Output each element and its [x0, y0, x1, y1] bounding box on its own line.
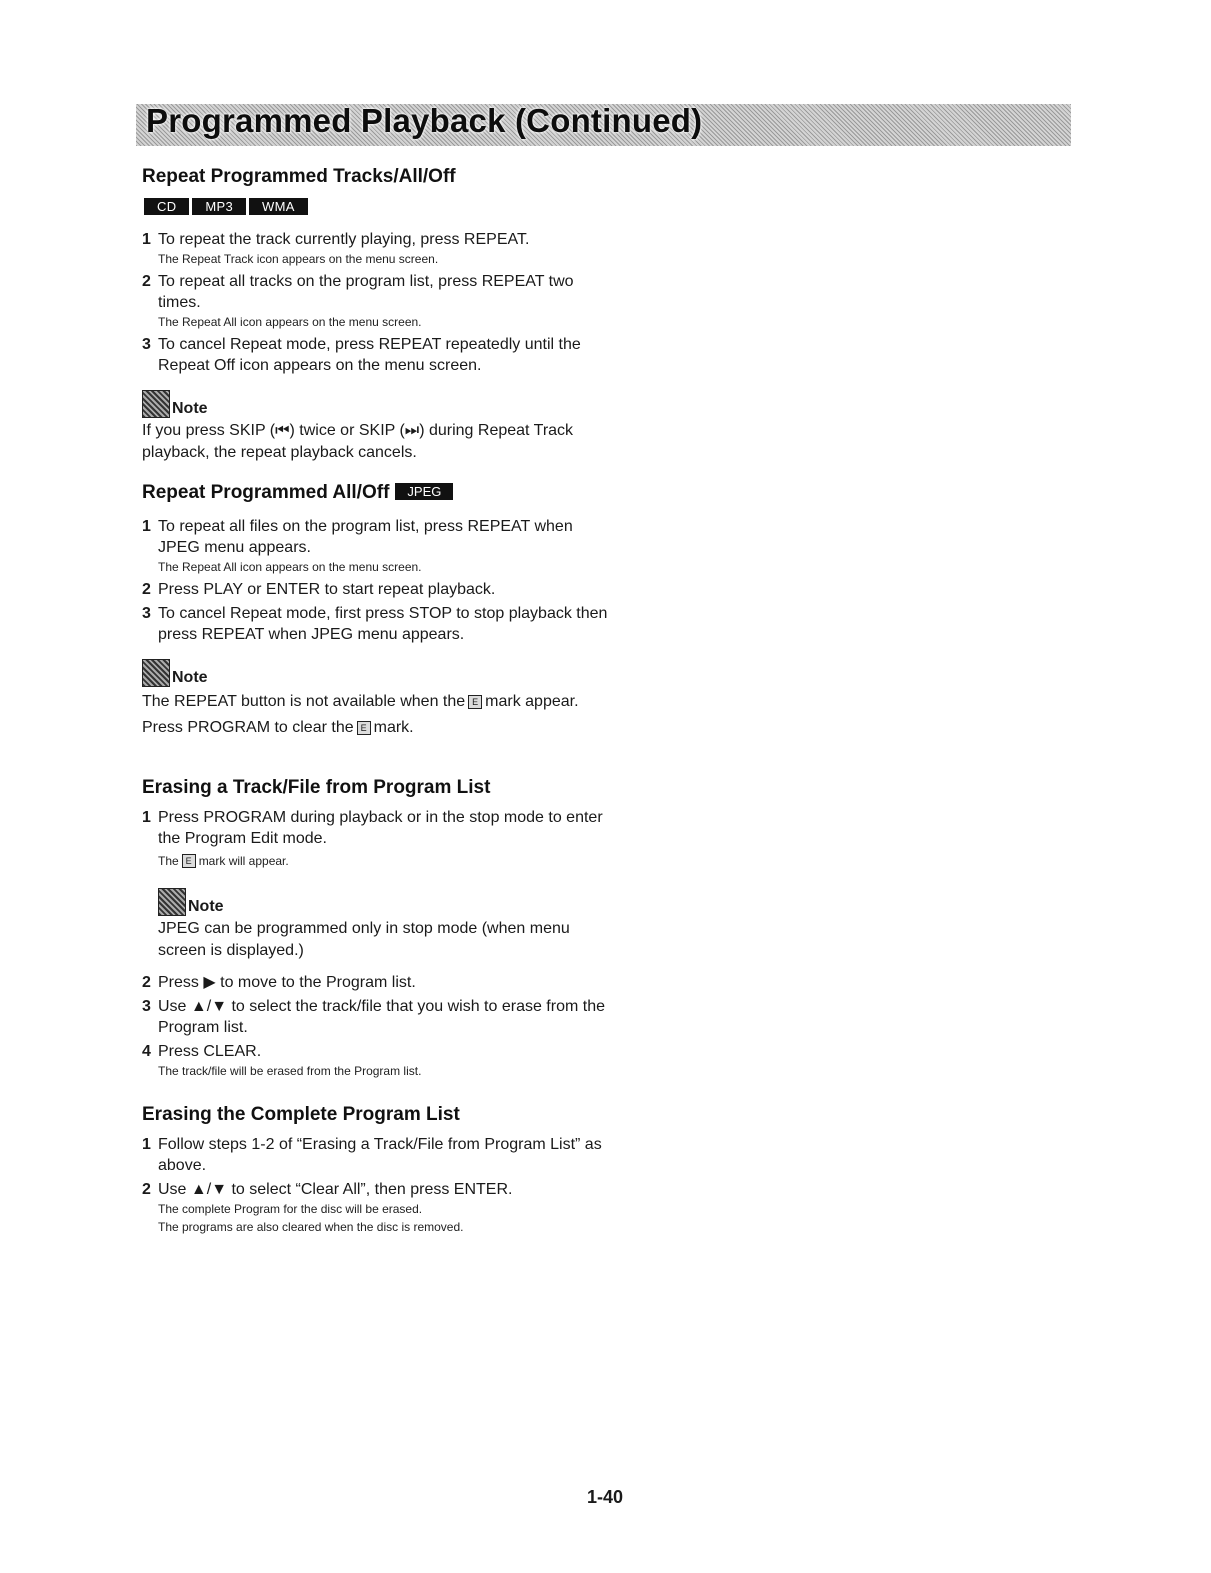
section-heading-repeat-all: Repeat Programmed All/Off JPEG: [142, 480, 612, 506]
page-title: Programmed Playback (Continued): [146, 104, 703, 139]
cd-badge: CD: [144, 198, 189, 215]
main-content: [142, 164, 612, 1239]
step-number: 1: [142, 231, 151, 248]
note-label: Note: [172, 400, 208, 417]
step-number: 1: [142, 1136, 151, 1153]
up-down-arrows-icon: ▲/▼: [190, 1181, 228, 1198]
edit-mark-icon: E: [182, 854, 196, 868]
note-text: If you press SKIP (⏮) twice or SKIP (⏭) during Repeat Track playback, the repeat playback cancels.: [142, 422, 574, 461]
steps-list: [142, 1134, 612, 1236]
edit-mark-icon: E: [357, 721, 371, 735]
step-number: 2: [142, 1181, 151, 1198]
step-text: Press CLEAR.: [158, 1043, 262, 1060]
step-text: To repeat the track currently playing, press REPEAT.: [158, 231, 530, 248]
step-text: To cancel Repeat mode, press REPEAT repeatedly until the Repeat Off icon appears on the menu screen.: [158, 336, 581, 374]
list-item: [142, 271, 612, 331]
page-number: 1-40: [587, 1487, 624, 1507]
section-banner: [136, 104, 1071, 146]
step-text: Press PLAY or ENTER to start repeat playback.: [158, 581, 496, 598]
section-heading-erase-track: Erasing a Track/File from Program List: [142, 777, 491, 798]
step-subtext: The complete Program for the disc will be erased.: [158, 1202, 423, 1216]
list-item: [142, 579, 612, 600]
list-item: 2 Press ▶ to move to the Program list.: [142, 974, 416, 991]
list-item: [142, 516, 612, 576]
up-down-arrows-icon: ▲/▼: [190, 998, 228, 1015]
note-header: [158, 888, 612, 916]
note-label: Note: [172, 669, 208, 686]
note-icon: [158, 888, 186, 916]
right-arrow-icon: ▶: [203, 974, 216, 991]
step-text: To repeat all files on the program list, press REPEAT when JPEG menu appears.: [158, 518, 573, 556]
step-number: 4: [142, 1043, 151, 1060]
edit-mark-icon: E: [468, 695, 482, 709]
steps-list: [142, 516, 612, 645]
list-item: [142, 603, 612, 645]
step-number: 2: [142, 974, 151, 991]
note-label: Note: [188, 898, 224, 915]
list-item: 3 Use ▲/▼ to select the track/file that you wish to erase from the Program list.: [142, 998, 605, 1036]
steps-list: [142, 229, 612, 376]
note-icon: [142, 659, 170, 687]
step-number: 3: [142, 336, 151, 353]
note-text: JPEG can be programmed only in stop mode (when menu screen is displayed.): [158, 920, 570, 959]
skip-back-icon: ⏮: [275, 422, 290, 439]
step-number: 3: [142, 998, 151, 1015]
note-header: [142, 659, 612, 687]
step-number: 3: [142, 605, 151, 622]
step-number: 1: [142, 518, 151, 535]
step-subtext: The Repeat Track icon appears on the menu screen.: [158, 252, 439, 266]
section-heading-repeat-tracks: Repeat Programmed Tracks/All/Off: [142, 166, 456, 187]
list-item: [142, 334, 612, 376]
step-subtext: The track/file will be erased from the Program list.: [158, 1064, 422, 1078]
note-text: The REPEAT button is not available when the E mark appear. Press PROGRAM to clear the E mark.: [142, 693, 579, 736]
step-text: Follow steps 1-2 of “Erasing a Track/File from Program List” as above.: [158, 1136, 602, 1174]
list-item: [142, 229, 612, 268]
section-heading-erase-all: Erasing the Complete Program List: [142, 1104, 460, 1125]
step-number: 2: [142, 273, 151, 290]
step-subtext: The programs are also cleared when the disc is removed.: [158, 1220, 464, 1234]
step-text: Press PROGRAM during playback or in the stop mode to enter the Program Edit mode.: [158, 809, 603, 847]
list-item: [142, 807, 612, 870]
wma-badge: WMA: [249, 198, 308, 215]
list-item: 2 Use ▲/▼ to select “Clear All”, then press ENTER. The complete Program for the disc will be erased. The programs are also cleared when the disc is removed.: [142, 1179, 612, 1236]
step-text: To repeat all tracks on the program list, press REPEAT two times.: [158, 273, 574, 311]
step-text: To cancel Repeat mode, first press STOP to stop playback then press REPEAT when JPEG menu appears.: [158, 605, 608, 643]
list-item: [142, 1041, 612, 1080]
disc-type-badges: [144, 198, 612, 215]
step-subtext: The E mark will appear.: [158, 854, 289, 868]
inset-note: [142, 888, 612, 962]
jpeg-badge: JPEG: [395, 483, 453, 500]
step-number: 2: [142, 581, 151, 598]
step-subtext: The Repeat All icon appears on the menu screen.: [158, 560, 422, 574]
steps-list: [142, 972, 612, 1080]
step-number: 1: [142, 809, 151, 826]
step-subtext: The Repeat All icon appears on the menu screen.: [158, 315, 422, 329]
mp3-badge: MP3: [192, 198, 246, 215]
note-header: [142, 390, 612, 418]
skip-forward-icon: ⏭: [404, 422, 420, 439]
list-item: [142, 1134, 612, 1176]
note-icon: [142, 390, 170, 418]
steps-list: [142, 807, 612, 870]
